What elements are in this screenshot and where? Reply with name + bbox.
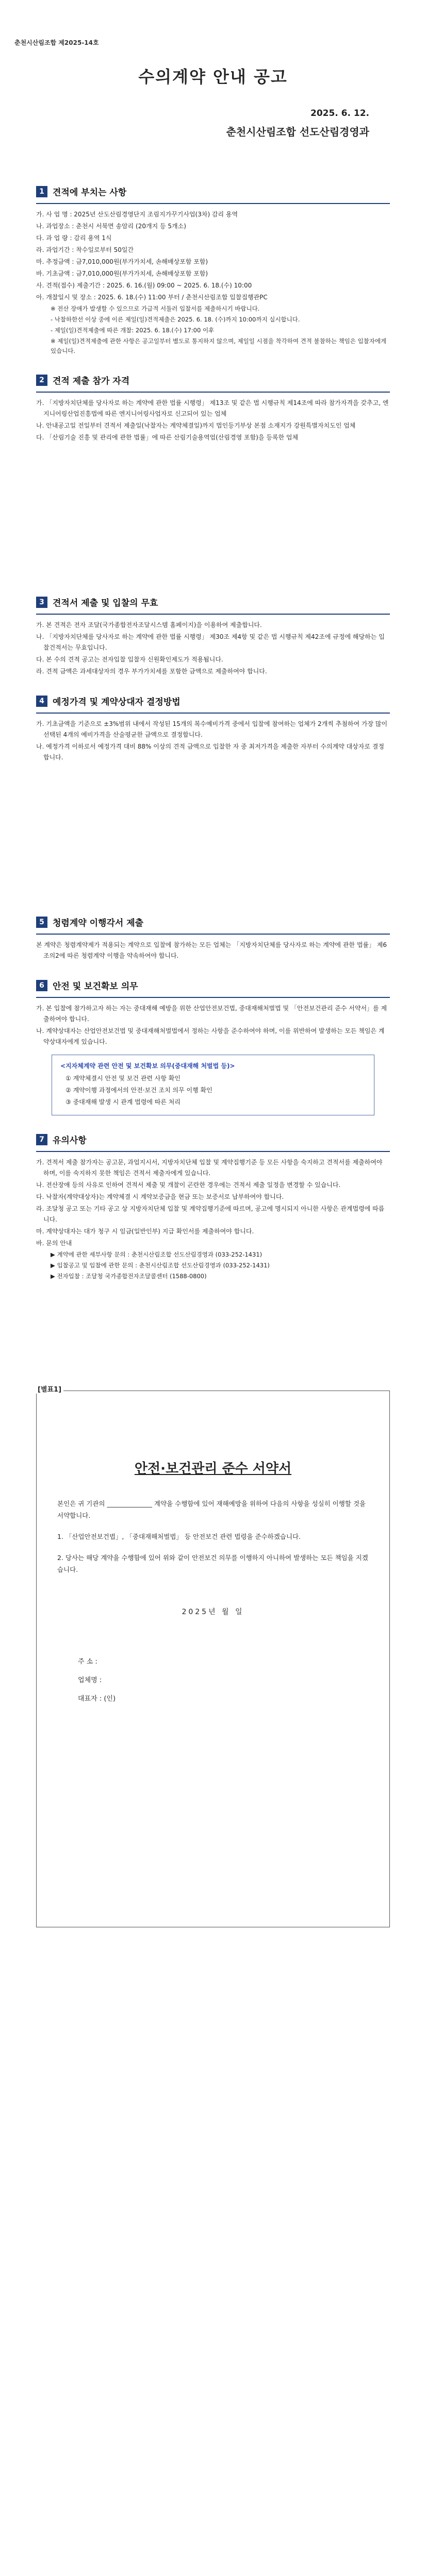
section-line: 사. 견적(접수) 제출기간 : 2025. 6. 16.(월) 09:00 ~ 2025. 6. 18.(수) 10:00 xyxy=(36,282,252,289)
section-spacer xyxy=(36,1282,390,1344)
section-divider xyxy=(36,392,390,393)
section-title: 견적 제출 참가 자격 xyxy=(53,376,130,386)
section-line: ▶ 전자입찰 : 조달청 국가종합전자조달콜센터 (1588-0800) xyxy=(51,1273,207,1280)
section-line: 가. 사 업 명 : 2025년 산도산림경영단지 조림지가꾸기사업(3차) 감리 용역 xyxy=(36,211,238,218)
certificate-paragraph: 1. 「산업안전보건법」, 「중대재해처벌법」 등 안전보건 관련 법령을 준수하겠습니다. xyxy=(57,1533,301,1540)
certificate-title: 안전·보건관리 준수 서약서 xyxy=(134,1461,292,1477)
section-line: - 제일(일)견적제출에 따른 개찰: 2025. 6. 18.(수) 17:00 이후 xyxy=(51,327,215,334)
section-line: 바. 문의 안내 xyxy=(36,1240,72,1247)
section-line: 나. 「지방자치단체를 당사자로 하는 계약에 관한 법률 시행령」 제30조 제4항 및 같은 법 시행규칙 제42조에 규정에 해당하는 입찰건적서는 무효입니다. xyxy=(36,633,385,651)
section-line: 가. 본 견적은 전자 조달(국가종합전자조달시스템 홈페이지)을 이용하여 제출합니다. xyxy=(36,621,262,629)
section-line: 라. 과업기간 : 착수일로부터 50일간 xyxy=(36,246,134,253)
section-divider xyxy=(36,713,390,714)
certificate-body xyxy=(57,1498,369,1575)
section-divider xyxy=(36,614,390,615)
section-line: 나. 안내공고일 전일부터 견적서 제출일(낙찰자는 계약체결일)까지 법인등기부상 본점 소재지가 강원특별자치도인 업체 xyxy=(36,422,356,429)
safety-certificate xyxy=(36,1386,390,1927)
page-title: 수의계약 안내 공고 xyxy=(138,67,288,87)
section-header xyxy=(36,916,390,928)
section-spacer xyxy=(36,444,390,578)
section-line: ※ 전산 장애가 발생할 수 있으므로 가급적 서둘러 입찰서를 제출하시기 바랍니다. xyxy=(51,305,260,312)
section-line: 다. 본 수의 견적 공고는 전자입찰 입찰자 신원확인제도가 적용됩니다. xyxy=(36,656,223,663)
section-title: 견적서 제출 및 입찰의 무효 xyxy=(53,598,158,608)
highlight-box-line: ① 계약체결시 안전 및 보건 관련 사항 확인 xyxy=(65,1075,181,1082)
section-line: 다. 과 업 량 : 감리 용역 1식 xyxy=(36,234,112,242)
section-header xyxy=(36,1133,390,1146)
section-3 xyxy=(36,596,390,677)
section-number-badge: 5 xyxy=(36,917,47,928)
section-7 xyxy=(36,1133,390,1344)
section-line: 다. 낙찰자(계약대상자)는 계약체결 시 계약보증금을 현금 또는 보증서로 납부하여야 합니다. xyxy=(36,1193,284,1200)
highlight-box-line: ② 계약이행 과정에서의 안전·보건 조치 의무 이행 확인 xyxy=(65,1087,212,1094)
section-number-badge: 1 xyxy=(36,186,47,197)
section-line: 마. 추정금액 : 금7,010,000원(부가가치세, 손해배상포함 포함) xyxy=(36,258,208,265)
section-line: 마. 계약상대자는 대가 청구 시 임금(일반인부) 지급 확인서를 제출하여야 합니다. xyxy=(36,1228,254,1235)
section-4 xyxy=(36,694,390,898)
notice-date: 2025. 6. 12. xyxy=(310,108,369,118)
section-line: 라. 견적 금액은 과세대상자의 경우 부가가치세를 포함한 금액으로 제출하여야 합니다. xyxy=(36,668,267,675)
section-line: 나. 과업장소 : 춘천시 서북면 송암리 (20개지 등 5개소) xyxy=(36,223,186,230)
highlight-box-line: ③ 중대재해 발생 시 관계 법령에 따른 처리 xyxy=(65,1098,181,1106)
section-line: 본 계약은 청렴계약제가 적용되는 계약으로 입찰에 참가하는 모든 업체는 「지방자치단체를 당사자로 하는 계약에 관한 법률」 제6조의2에 따른 청렴계약 이행을 약속하여야 합니다. xyxy=(36,941,387,959)
section-line: 나. 계약상대자는 산업안전보건법 및 중대재해처벌법에서 정하는 사항을 준수하여야 하며, 이를 위반하여 발생하는 모든 책임은 계약상대자에게 있습니다. xyxy=(36,1027,385,1045)
section-line: 가. 본 입찰에 참가하고자 하는 자는 중대재해 예방을 위한 산업안전보건법, 중대재해처벌법 및 「안전보건관리 준수 서약서」를 제출하여야 합니다. xyxy=(36,1005,387,1023)
section-line: 다. 「산림기술 진흥 및 관리에 관한 법률」에 따른 산림기술용역업(산림경영 포함)을 등록한 업체 xyxy=(36,434,299,441)
section-line: - 낙찰하한선 이상 중에 이른 제일(일)견적제출은 2025. 6. 18. (수)까지 10:00까지 실시합니다. xyxy=(51,316,300,323)
section-header xyxy=(36,374,390,386)
section-2 xyxy=(36,374,390,578)
section-divider xyxy=(36,203,390,204)
section-spacer xyxy=(36,764,390,898)
section-line: 바. 기초금액 : 금7,010,000원(부가가치세, 손해배상포함 포함) xyxy=(36,270,208,277)
section-6 xyxy=(36,979,390,1115)
section-divider xyxy=(36,934,390,935)
section-header xyxy=(36,596,390,608)
section-line: 라. 조달청 공고 또는 기타 공고 상 지방자치단체 입찰 및 계약집행기준에 따르며, 공고에 명시되지 아니한 사항은 관계법령에 따릅니다. xyxy=(36,1205,385,1223)
section-line: 가. 기초금액을 기준으로 ±3%범위 내에서 작성된 15개의 복수예비가격 중에서 입찰에 참여하는 업체가 2개씩 추첨하여 가장 많이 선택된 4개의 예비가격을 산술평균한 금액으로 결정합니다. xyxy=(36,720,388,738)
section-line: ▶ 입찰공고 및 입찰에 관한 문의 : 춘천시산림조합 선도산림경영과 (033-252-1431) xyxy=(51,1262,270,1269)
section-line: 나. 예정가격 이하로서 예정가격 대비 88% 이상의 견적 금액으로 입찰한 자 중 최저가격을 제출한 자부터 수의계약 대상자로 결정합니다. xyxy=(36,743,384,761)
section-number-badge: 6 xyxy=(36,980,47,991)
section-1 xyxy=(36,185,390,356)
highlight-box-title: <지자체계약 관련 안전 및 보건확보 의무(중대재해 처벌법 등)> xyxy=(60,1062,235,1070)
certificate-label: [별표1] xyxy=(36,1384,63,1394)
section-5 xyxy=(36,916,390,961)
section-divider xyxy=(36,1151,390,1152)
section-title: 안전 및 보건확보 의무 xyxy=(53,981,138,992)
section-number-badge: 4 xyxy=(36,696,47,707)
certificate-field: 업체명 : xyxy=(78,1676,102,1684)
certificate-fields xyxy=(57,1653,369,1708)
issuing-org: 춘천시산림조합 선도산림경영과 xyxy=(226,126,369,138)
certificate-date: 2025년 월 일 xyxy=(182,1608,244,1616)
section-title: 청렴계약 이행각서 제출 xyxy=(53,918,144,928)
section-line: 아. 개찰일시 및 장소 : 2025. 6. 18.(수) 11:00 부터 / 춘천시산림조합 입찰집행관PC xyxy=(36,294,268,301)
section-number-badge: 3 xyxy=(36,597,47,608)
certificate-paragraph: 2. 당사는 해당 계약을 수행함에 있어 위와 같이 안전보건 의무를 이행하지 아니하여 발생하는 모든 책임을 지겠습니다. xyxy=(57,1554,368,1573)
section-number-badge: 7 xyxy=(36,1134,47,1145)
section-line: ※ 제일(일)견적제출에 관한 사항은 공고일부터 별도로 통지하지 않으며, 제일일 시점을 착각하여 견적 불참하는 책임은 입찰자에게 있습니다. xyxy=(51,337,387,354)
section-header xyxy=(36,185,390,198)
certificate-field: 대표자 : (인) xyxy=(78,1695,116,1703)
section-divider xyxy=(36,997,390,998)
doc-number: 춘천시산림조합 제2025-14호 xyxy=(14,39,99,46)
section-line: ▶ 계약에 관한 세부사항 문의 : 춘천시산림조합 선도산림경영과 (033-252-1431) xyxy=(51,1251,263,1258)
section-number-badge: 2 xyxy=(36,375,47,386)
section-line: 가. 견적서 제출 참가자는 공고문, 과업지시서, 지방자치단체 입찰 및 계약집행기준 등 모든 사항을 숙지하고 견적서를 제출하여야 하며, 이를 숙지하지 못한 책임은 견적서 제출자에게 있습니다. xyxy=(36,1159,383,1177)
notice-sections xyxy=(0,185,426,1344)
section-title: 유의사항 xyxy=(53,1136,87,1146)
section-title: 견적에 부치는 사항 xyxy=(53,188,127,198)
section-title: 예정가격 및 계약상대자 결정방법 xyxy=(53,697,181,707)
section-header xyxy=(36,979,390,992)
section-line: 가. 「지방자치단체를 당사자로 하는 계약에 관한 법률 시행령」 제13조 및 같은 법 시행규칙 제14조에 따라 참가자격을 갖추고, 엔지니어링산업진흥법에 따른 엔지니어링사업자로 신고되어 있는 업체 xyxy=(36,399,389,417)
section-line: 나. 전산장애 등의 사유로 인하여 견적서 제출 및 개찰이 곤란한 경우에는 견적서 제출 일정을 변경할 수 있습니다. xyxy=(36,1181,341,1189)
certificate-paragraph: 본인은 귀 기관의 ______________ 계약을 수행함에 있어 재해예방을 위하여 다음의 사항을 성실히 이행할 것을 서약합니다. xyxy=(57,1500,366,1519)
section-header xyxy=(36,694,390,707)
highlight-box xyxy=(52,1055,374,1115)
certificate-field: 주 소 : xyxy=(78,1658,97,1666)
